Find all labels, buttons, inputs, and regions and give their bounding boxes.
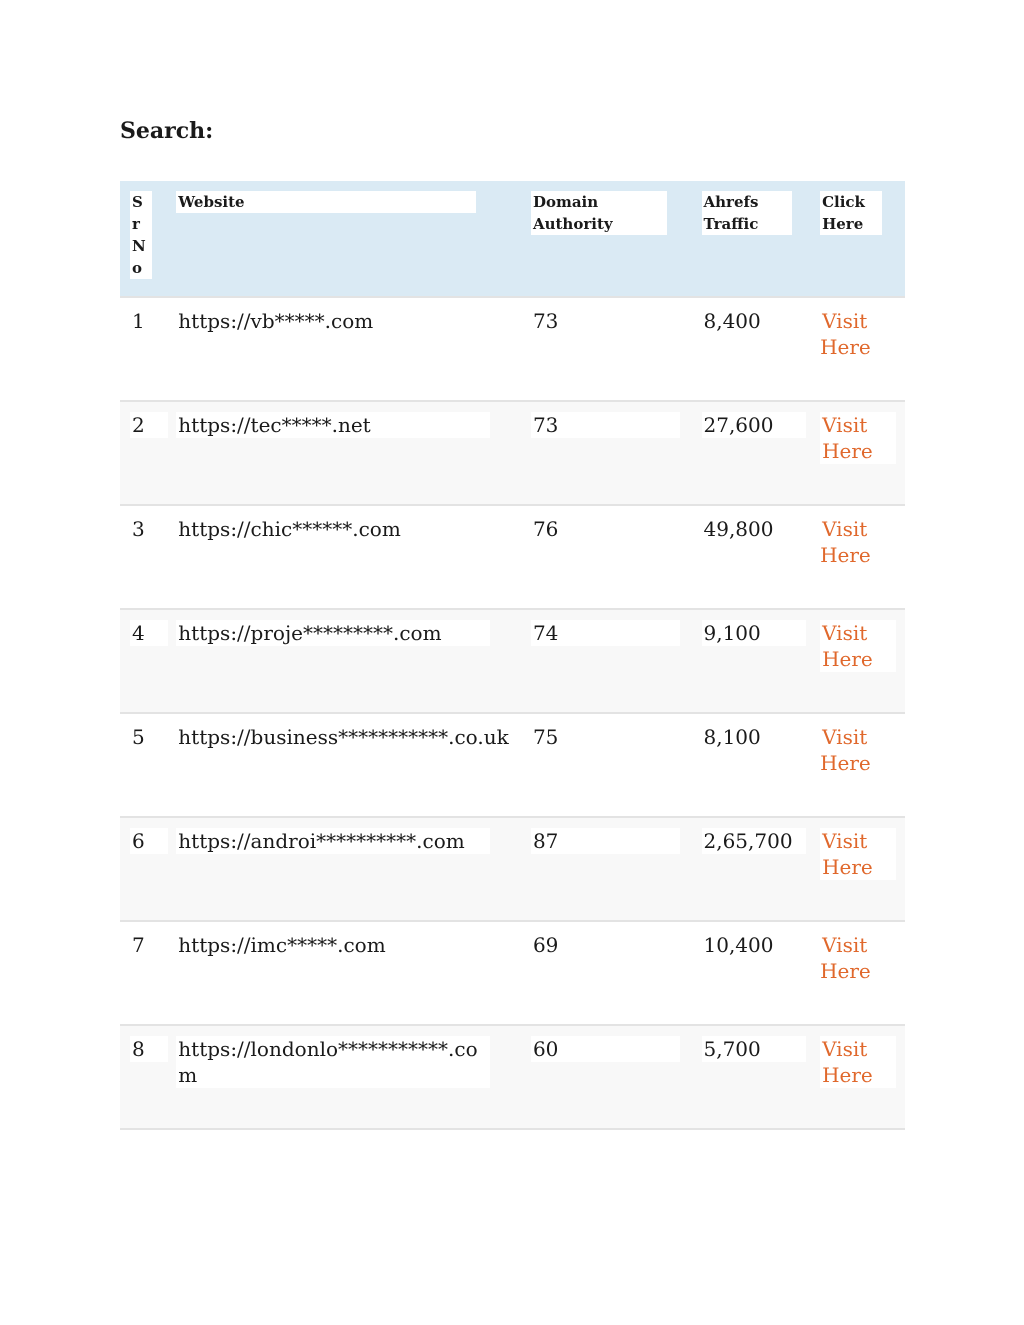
da-value: 73 [531,412,680,438]
da-cell [521,1025,692,1129]
website-value: https://chic******.com [178,517,401,541]
visit-here-link[interactable]: Visit Here [820,412,896,464]
search-label: Search: [120,118,214,144]
header-domain-authority-label: Domain Authority [531,191,667,235]
da-value: 87 [531,828,680,854]
sr-value: 7 [132,933,145,957]
header-ahrefs-traffic-label: Ahrefs Traffic [702,191,792,235]
link-cell [810,817,905,921]
sr-cell [120,609,166,713]
da-cell [521,297,692,401]
traffic-cell [692,297,811,401]
traffic-cell [692,817,811,921]
da-value: 60 [531,1036,680,1062]
traffic-value: 9,100 [702,620,806,646]
sr-cell [120,297,166,401]
website-value: https://londonlo***********.com [176,1036,490,1088]
da-value: 75 [532,725,559,749]
da-cell [521,713,692,817]
sr-value: 1 [132,309,145,333]
link-cell [810,401,905,505]
visit-here-link[interactable]: Visit Here [820,933,871,983]
traffic-cell [692,921,811,1025]
website-cell [166,297,521,401]
traffic-cell [692,713,811,817]
table-row [120,401,905,505]
da-cell [521,401,692,505]
sr-value: 6 [130,828,168,854]
traffic-value: 10,400 [703,933,774,957]
website-cell [166,609,521,713]
sr-cell [120,505,166,609]
da-value: 76 [532,517,559,541]
header-click-here [810,181,905,297]
visit-here-link[interactable]: Visit Here [820,309,871,359]
sr-value: 5 [132,725,145,749]
website-value: https://business***********.co.uk [178,725,509,749]
traffic-cell [692,1025,811,1129]
link-cell [810,609,905,713]
header-website [166,181,521,297]
da-cell [521,817,692,921]
traffic-cell [692,609,811,713]
link-cell [810,297,905,401]
da-value: 73 [532,309,559,333]
website-cell [166,401,521,505]
sr-cell [120,921,166,1025]
table-row [120,817,905,921]
link-cell [810,1025,905,1129]
table-row [120,1025,905,1129]
website-value: https://imc*****.com [178,933,386,957]
sr-cell [120,713,166,817]
sr-value: 3 [132,517,145,541]
table-row [120,609,905,713]
website-cell [166,1025,521,1129]
table-row [120,921,905,1025]
visit-here-link[interactable]: Visit Here [820,1036,896,1088]
header-click-here-label: Click Here [820,191,882,235]
table-row [120,713,905,817]
sr-cell [120,817,166,921]
sr-value: 8 [130,1036,168,1062]
traffic-value: 2,65,700 [702,828,806,854]
website-value: https://androi**********.com [176,828,490,854]
da-cell [521,505,692,609]
visit-here-link[interactable]: Visit Here [820,725,871,775]
header-ahrefs-traffic [692,181,811,297]
table-row [120,505,905,609]
website-cell [166,921,521,1025]
da-cell [521,609,692,713]
header-sr-no [120,181,166,297]
sr-cell [120,401,166,505]
website-cell [166,817,521,921]
da-value: 74 [531,620,680,646]
visit-here-link[interactable]: Visit Here [820,828,896,880]
traffic-value: 8,100 [703,725,761,749]
website-value: https://vb*****.com [178,309,374,333]
traffic-value: 5,700 [702,1036,806,1062]
table-row [120,297,905,401]
website-cell [166,505,521,609]
traffic-value: 49,800 [703,517,774,541]
sr-cell [120,1025,166,1129]
website-value: https://tec*****.net [176,412,490,438]
sr-value: 2 [130,412,168,438]
website-cell [166,713,521,817]
visit-here-link[interactable]: Visit Here [820,517,871,567]
link-cell [810,921,905,1025]
visit-here-link[interactable]: Visit Here [820,620,896,672]
websites-table [120,181,905,1130]
header-website-label: Website [176,191,476,213]
traffic-cell [692,505,811,609]
da-cell [521,921,692,1025]
website-value: https://proje*********.com [176,620,490,646]
header-domain-authority [521,181,692,297]
sr-value: 4 [130,620,168,646]
traffic-value: 27,600 [702,412,806,438]
link-cell [810,713,905,817]
traffic-value: 8,400 [703,309,761,333]
link-cell [810,505,905,609]
da-value: 69 [532,933,559,957]
traffic-cell [692,401,811,505]
table-header-row [120,181,905,297]
header-sr-no-label: Sr No [130,191,152,279]
